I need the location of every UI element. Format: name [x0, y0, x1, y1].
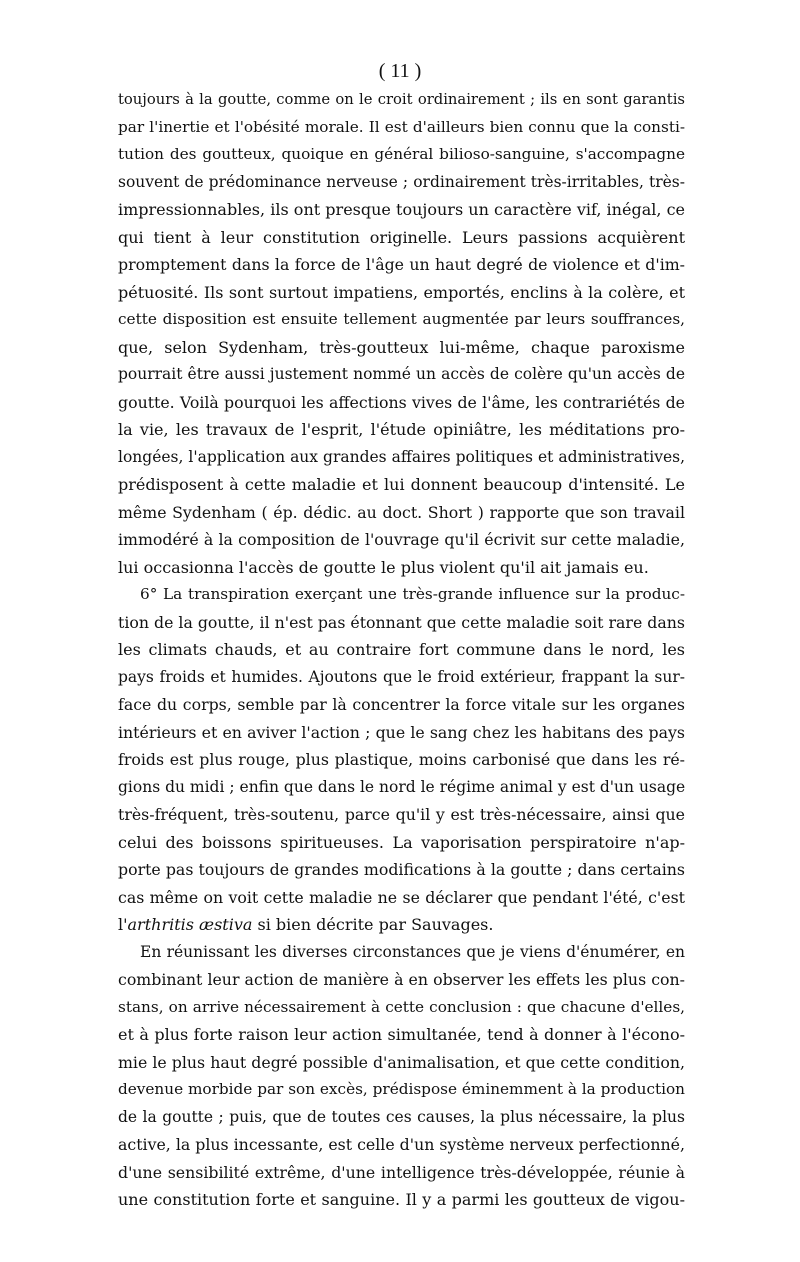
text-line: très-fréquent, très-soutenu, parce qu'il y est très-nécessaire, ainsi que: [118, 805, 685, 824]
text-line: immodéré à la composition de l'ouvrage qu'il écrivit sur cette maladie,: [118, 530, 685, 549]
text-line: les climats chauds, et au contraire fort commune dans le nord, les: [118, 640, 685, 659]
text-line: pétuosité. Ils sont surtout impatiens, emportés, enclins à la colère, et: [118, 282, 685, 302]
text-line: une constitution forte et sanguine. Il y a parmi les goutteux de vigou-: [118, 1190, 685, 1209]
text-line: et à plus forte raison leur action simultanée, tend à donner à l'écono-: [118, 1025, 685, 1044]
text-line: par l'inertie et l'obésité morale. Il est d'ailleurs bien connu que la consti-: [118, 117, 685, 136]
text-line: qui tient à leur constitution originelle. Leurs passions acquièrent: [118, 227, 685, 247]
text-line: prédisposent à cette maladie et lui donnent beaucoup d'intensité. Le: [118, 475, 685, 494]
text-line: intérieurs et en aviver l'action ; que le sang chez les habitans des pays: [118, 722, 685, 742]
page-number: ( 11 ): [378, 60, 422, 82]
text-line: stans, on arrive nécessairement à cette conclusion : que chacune d'elles,: [118, 997, 685, 1016]
italic-term: arthritis æstiva: [127, 915, 253, 934]
text-line: d'une sensibilité extrême, d'une intelligence très-développée, réunie à: [118, 1162, 685, 1182]
text-line: même Sydenham ( ép. dédic. au doct. Short ) rapporte que son travail: [118, 502, 685, 522]
line-suffix: si bien décrite par Sauvages.: [252, 915, 494, 934]
text-line: celui des boissons spiritueuses. La vaporisation perspiratoire n'ap-: [118, 832, 685, 852]
text-line: face du corps, semble par là concentrer la force vitale sur les organes: [118, 695, 685, 714]
text-line: tution des goutteux, quoique en général bilioso-sanguine, s'accompagne: [118, 145, 685, 163]
text-line: 6° La transpiration exerçant une très-grande influence sur la produc-: [140, 585, 685, 603]
text-line: mie le plus haut degré possible d'animalisation, et que cette condition,: [118, 1052, 685, 1072]
text-line: la vie, les travaux de l'esprit, l'étude opiniâtre, les méditations pro-: [118, 420, 685, 439]
text-line: tion de la goutte, il n'est pas étonnant que cette maladie soit rare dans: [118, 612, 685, 632]
text-line: que, selon Sydenham, très-goutteux lui-même, chaque paroxisme: [118, 337, 685, 357]
text-line: gions du midi ; enfin que dans le nord le régime animal y est d'un usage: [118, 777, 685, 796]
text-line: promptement dans la force de l'âge un haut degré de violence et d'im-: [118, 255, 685, 274]
text-line: porte pas toujours de grandes modifications à la goutte ; dans certains: [118, 860, 685, 879]
text-line: cette disposition est ensuite tellement augmentée par leurs souffrances,: [118, 310, 685, 328]
text-line: froids est plus rouge, plus plastique, moins carbonisé que dans les ré-: [118, 750, 685, 769]
text-line: combinant leur action de manière à en observer les effets les plus con-: [118, 970, 685, 989]
text-line: souvent de prédominance nerveuse ; ordinairement très-irritables, très-: [118, 172, 685, 191]
text-line: cas même on voit cette maladie ne se déclarer que pendant l'été, c'est: [118, 887, 685, 907]
body-text: [118, 86, 685, 1214]
text-line: active, la plus incessante, est celle d'un système nerveux perfectionné,: [118, 1135, 685, 1154]
text-line: [118, 911, 685, 939]
text-line: de la goutte ; puis, que de toutes ces causes, la plus nécessaire, la plus: [118, 1107, 685, 1126]
text-line: pourrait être aussi justement nommé un accès de colère qu'un accès de: [118, 365, 685, 383]
line-prefix: l': [118, 915, 128, 934]
text-line: goutte. Voilà pourquoi les affections vives de l'âme, les contrariétés de: [118, 392, 685, 412]
text-line: toujours à la goutte, comme on le croit ordinairement ; ils en sont garantis: [118, 91, 685, 108]
text-line: lui occasionna l'accès de goutte le plus violent qu'il ait jamais eu.: [118, 557, 649, 577]
text-line: impressionnables, ils ont presque toujours un caractère vif, inégal, ce: [118, 200, 685, 219]
text-line: En réunissant les diverses circonstances que je viens d'énumérer, en: [140, 942, 685, 961]
text-line: devenue morbide par son excès, prédispose éminemment à la production: [118, 1080, 685, 1098]
text-line: longées, l'application aux grandes affaires politiques et administratives,: [118, 447, 685, 466]
text-line: pays froids et humides. Ajoutons que le froid extérieur, frappant la sur-: [118, 667, 685, 686]
